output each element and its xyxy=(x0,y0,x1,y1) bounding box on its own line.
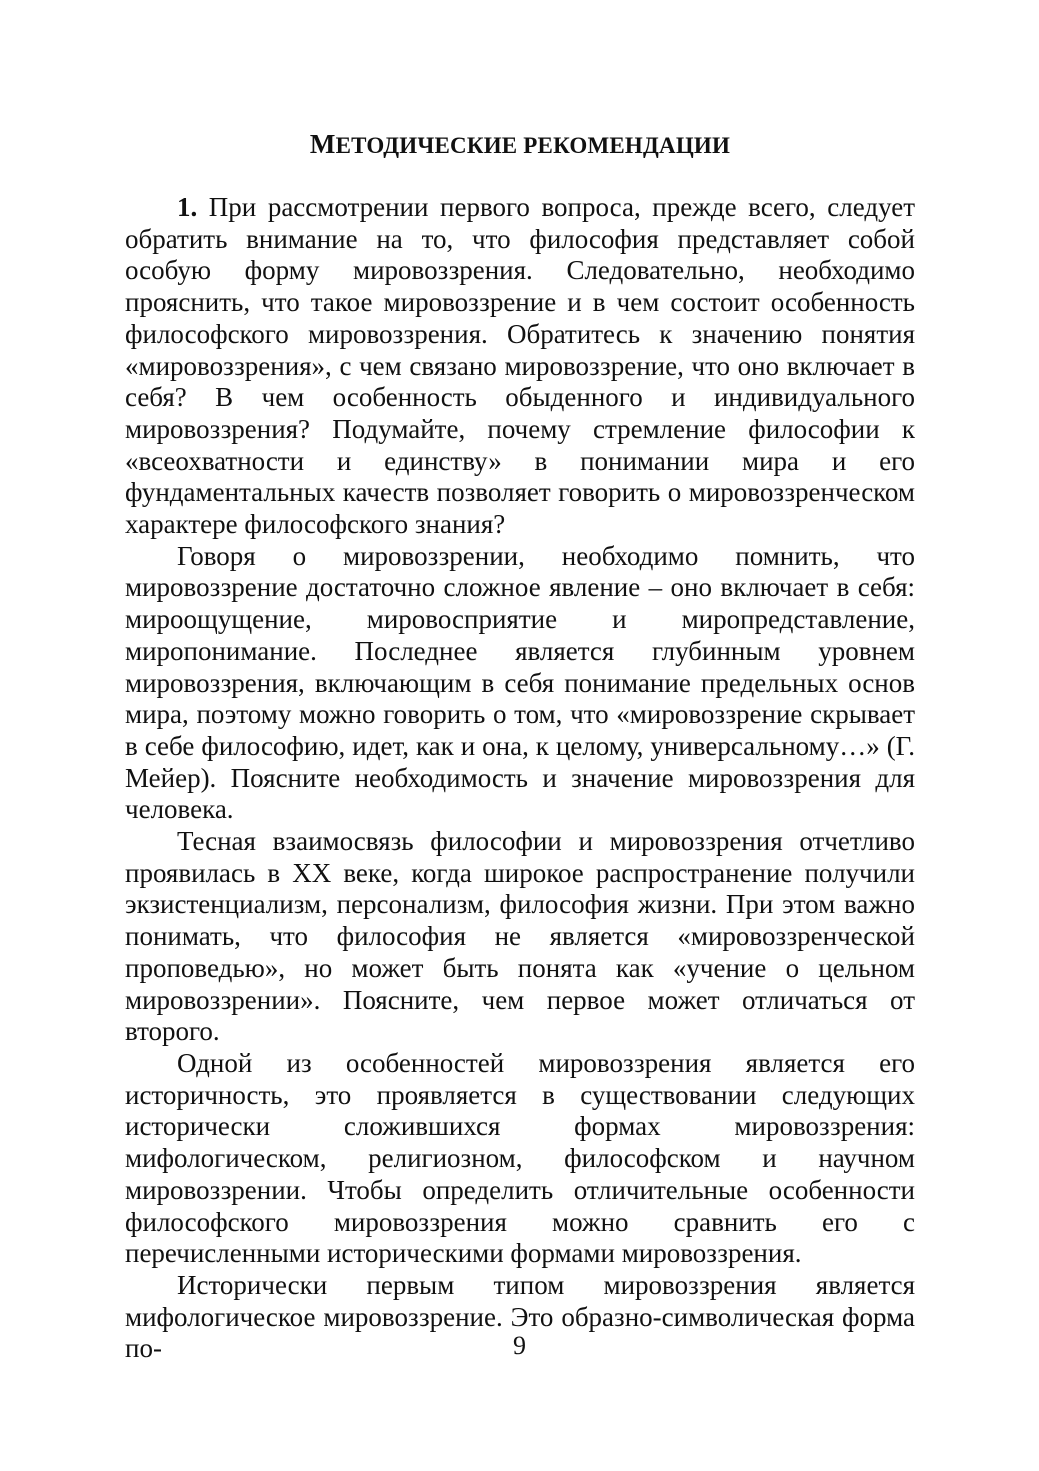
paragraph-4: Одной из особенностей мировоззрения является его историчность, это проявляется в существовании следующих исторически сложившихся формах мировоззрения: мифологическом, религиозном, философском и научном мировоззрении. Чтобы определить отличительные особенности философского мировоззрения можно сравнить его с перечисленными историческими формами мировоззрения. xyxy=(125,1047,915,1269)
section-title xyxy=(125,118,915,172)
paragraph-2: Говоря о мировоззрении, необходимо помнить, что мировоззрение достаточно сложное явление – оно включает в себя: мироощущение, мировосприятие и миропредставление, миропонимание. Последнее является глубинным уровнем мировоззрения, включающим в себя понимание предельных основ мира, поэтому можно говорить о том, что «мировоззрение скрывает в себе философию, идет, как и она, к целому, универсальному…» (Г. Мейер). Поясните необходимость и значение мировоззрения для человека. xyxy=(125,540,915,825)
paragraph-5: Исторически первым типом мировоззрения является мифологическое мировоззрение. Это образно-символическая форма по- xyxy=(125,1269,915,1364)
paragraph-3: Тесная взаимосвязь философии и мировоззрения отчетливо проявилась в XX веке, когда широкое распространение получили экзистенциализм, персонализм, философия жизни. При этом важно понимать, что философия не является «мировоззренческой проповедью», но может быть понята как «учение о цельном мировоззрении». Поясните, чем первое может отличаться от второго. xyxy=(125,826,915,1047)
section-title-initial: М xyxy=(309,129,336,159)
page-number: 9 xyxy=(513,1331,526,1360)
paragraph-text: При рассмотрении первого вопроса, прежде всего, следует обратить внимание на то, что философия представляет собой особую форму мировоззрения. Следовательно, необходимо прояснить, что такое мировоззрение и в чем состоит особенность философского мировоззрения. Обратитесь к значению понятия «мировоззрения», с чем связано мировоззрение, что оно включает в себя? В чем особенность обыденного и индивидуального мировоззрения? Подумайте, почему стремление философии к «всеохватности и единству» в понимании мира и его фундаментальных качеств позволяет говорить о мировоззренческом характере философского знания? xyxy=(125,192,915,540)
section-title-rest: ЕТОДИЧЕСКИЕ РЕКОМЕНДАЦИИ xyxy=(335,133,731,158)
paragraph-1 xyxy=(125,192,915,541)
page-body xyxy=(125,118,915,1365)
paragraph-number: 1. xyxy=(177,192,198,222)
